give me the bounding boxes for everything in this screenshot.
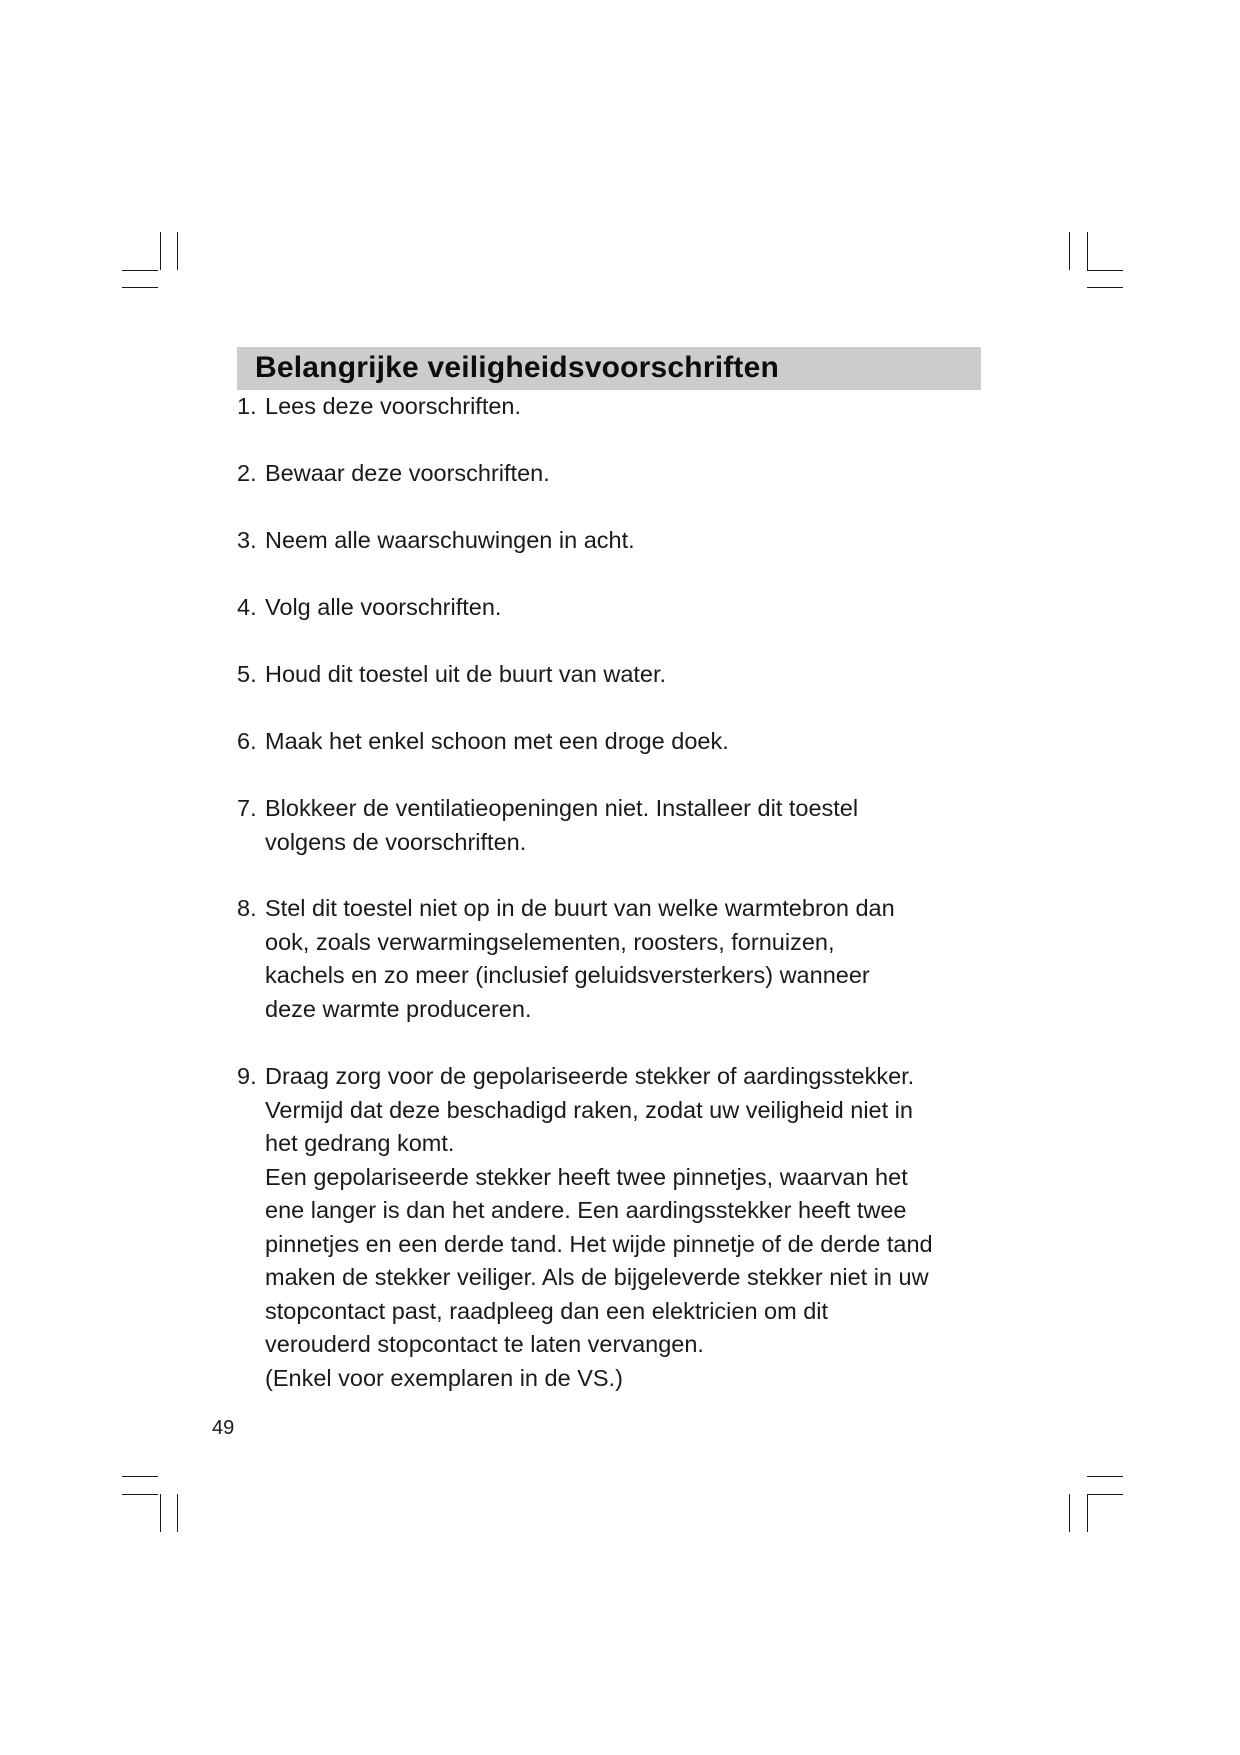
crop-mark-bottom-right-h2 (1087, 1494, 1123, 1495)
item-text: volgens de voorschriften. (265, 828, 527, 855)
crop-mark-bottom-left-h2 (122, 1494, 158, 1495)
item-text: Blokkeer de ventilatieopeningen niet. Installeer dit toestel (265, 795, 859, 821)
list-item-7 (237, 792, 858, 859)
item-text: Maak het enkel schoon met een droge doek. (265, 728, 729, 754)
item-text: maken de stekker veiliger. Als de bijgeleverde stekker niet in uw (265, 1264, 929, 1290)
item-number: 5. (237, 661, 257, 687)
item-number: 4. (237, 594, 257, 620)
crop-mark-top-left-v (160, 232, 161, 270)
crop-mark-top-left-v2 (177, 232, 178, 270)
item-text: stopcontact past, raadpleeg dan een elektricien om dit (265, 1297, 829, 1324)
item-text: Vermijd dat deze beschadigd raken, zodat uw veiligheid niet in (265, 1096, 913, 1123)
item-text: Lees deze voorschriften. (265, 393, 522, 419)
crop-mark-bottom-left-v (160, 1494, 161, 1532)
section-title: Belangrijke veiligheidsvoorschriften (255, 351, 780, 384)
crop-mark-top-right-h2 (1087, 287, 1123, 288)
item-number: 3. (237, 527, 257, 553)
list-item-4 (237, 591, 501, 625)
item-number: 9. (237, 1063, 257, 1089)
item-number: 1. (237, 393, 257, 419)
item-text: (Enkel voor exemplaren in de VS.) (265, 1364, 623, 1391)
crop-mark-top-right-v (1069, 232, 1070, 270)
crop-mark-top-left-h2 (122, 287, 158, 288)
page-number: 49 (212, 1417, 235, 1439)
list-item-1 (237, 390, 521, 424)
list-item-2 (237, 457, 550, 491)
item-text: Bewaar deze voorschriften. (265, 460, 550, 486)
list-item-3 (237, 524, 635, 558)
item-number: 2. (237, 460, 257, 486)
item-text: Neem alle waarschuwingen in acht. (265, 527, 635, 553)
item-text: het gedrang komt. (265, 1130, 455, 1156)
item-text: Stel dit toestel niet op in de buurt van welke warmtebron dan (265, 895, 895, 921)
list-item-9 (237, 1060, 933, 1395)
crop-mark-bottom-right-v2 (1087, 1494, 1088, 1532)
crop-mark-top-left-h (122, 270, 158, 271)
crop-mark-bottom-left-v2 (177, 1494, 178, 1532)
crop-mark-bottom-right-h (1087, 1476, 1123, 1477)
item-text: Volg alle voorschriften. (265, 594, 502, 620)
crop-mark-bottom-right-v (1069, 1494, 1070, 1532)
item-number: 6. (237, 728, 257, 754)
list-item-6 (237, 725, 729, 759)
crop-mark-top-right-v2 (1087, 232, 1088, 270)
item-text: Draag zorg voor de gepolariseerde stekker of aardingsstekker. (265, 1063, 915, 1089)
crop-mark-top-right-h (1087, 270, 1123, 271)
item-number: 7. (237, 795, 257, 821)
item-text: ene langer is dan het andere. Een aardingsstekker heeft twee (265, 1197, 907, 1223)
item-text: Houd dit toestel uit de buurt van water. (265, 661, 667, 687)
crop-mark-bottom-left-h (122, 1476, 158, 1477)
item-text: Een gepolariseerde stekker heeft twee pinnetjes, waarvan het (265, 1163, 908, 1190)
item-text: pinnetjes en een derde tand. Het wijde pinnetje of de derde tand (265, 1230, 933, 1257)
item-text: deze warmte produceren. (265, 995, 532, 1022)
item-number: 8. (237, 895, 257, 921)
item-text: ook, zoals verwarmingselementen, roosters, fornuizen, (265, 928, 835, 955)
list-item-5 (237, 658, 666, 692)
section-title-bar (237, 347, 981, 390)
item-text: verouderd stopcontact te laten vervangen. (265, 1331, 704, 1357)
list-item-8 (237, 892, 895, 1026)
item-text: kachels en zo meer (inclusief geluidsversterkers) wanneer (265, 962, 870, 988)
